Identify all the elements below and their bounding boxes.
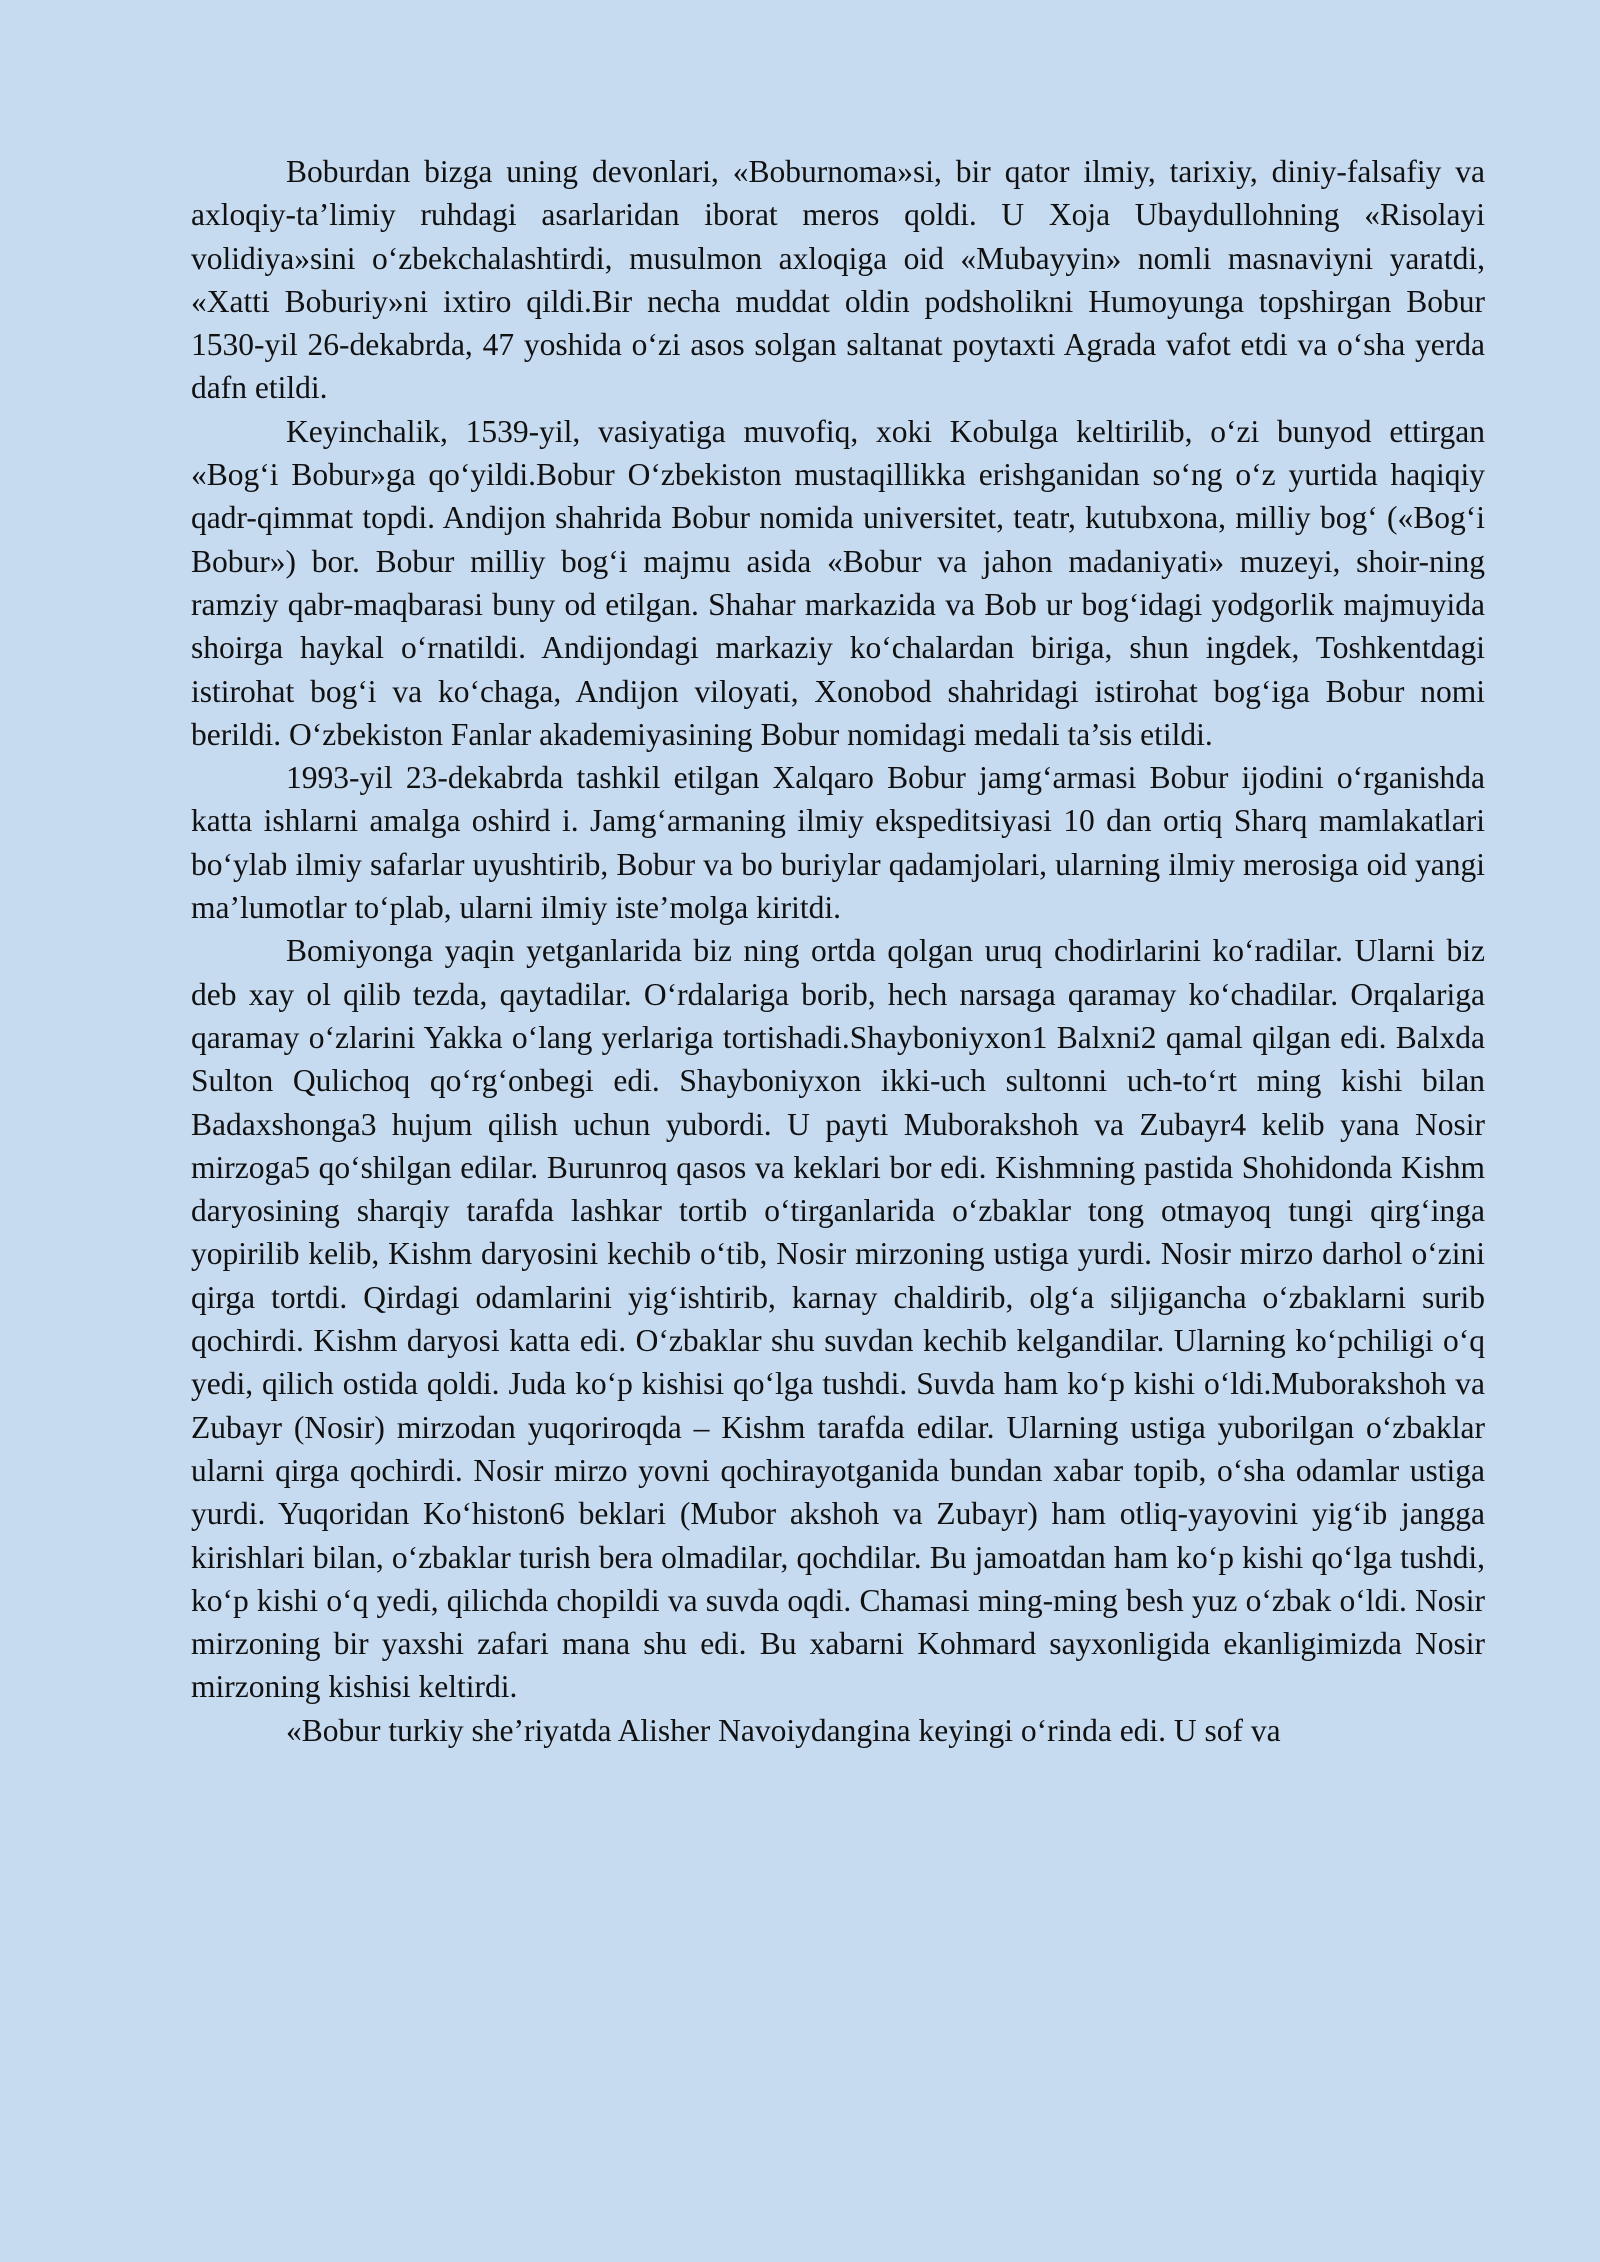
paragraph-babur-memorials: Keyinchalik, 1539-yil, vasiyatiga muvofiq, xoki Kobulga keltirilib, o‘zi bunyod ettirgan «Bog‘i Bobur»ga qo‘yildi.Bobur O‘zbekiston mustaqillikka erishganidan so‘ng o‘z yurtida haqiqiy qadr-qimmat topdi. Andijon shahrida Bobur nomida universitet, teatr, kutubxona, milliy bog‘ («Bog‘i Bobur») bor. Bobur milliy bog‘i majmu asida «Bobur va jahon madaniyati» muzeyi, shoir-ning ramziy qabr-maqbarasi buny od etilgan. Shahar markazida va Bob ur bog‘idagi yodgorlik majmuyida shoirga haykal o‘rnatildi. Andijondagi markaziy ko‘chalardan biriga, shun ingdek, Toshkentdagi istirohat bog‘i va ko‘chaga, Andijon viloyati, Xonobod shahridagi istirohat bog‘iga Bobur nomi berildi. O‘zbekiston Fanlar akademiyasining Bobur nomidagi medali ta’sis etildi. bbox=[191, 413, 1485, 752]
paragraph-babur-legacy: Boburdan bizga uning devonlari, «Boburnoma»si, bir qator ilmiy, tarixiy, diniy-falsafiy va axloqiy-ta’limiy ruhdagi asarlaridan iborat meros qoldi. U Xoja Ubaydullohning «Risolayi volidiya»sini o‘zbekchalashtirdi, musulmon axloqiga oid «Mubayyin» nomli masnaviyni yaratdi, «Xatti Boburiy»ni ixtiro qildi.Bir necha muddat oldin podsholikni Humoyunga topshirgan Bobur 1530-yil 26-dekabrda, 47 yoshida o‘zi asos solgan saltanat poytaxti Agrada vafot etdi va o‘sha yerda dafn etildi. bbox=[191, 154, 1485, 406]
document-page bbox=[191, 150, 1485, 1752]
paragraph-turkic-poetry: «Bobur turkiy she’riyatda Alisher Navoiydangina keyingi o‘rinda edi. U sof va bbox=[286, 1712, 1281, 1748]
paragraph-babur-foundation: 1993-yil 23-dekabrda tashkil etilgan Xalqaro Bobur jamg‘armasi Bobur ijodini o‘rganishda katta ishlarni amalga oshird i. Jamg‘armaning ilmiy ekspeditsiyasi 10 dan ortiq Sharq mamlakatlari bo‘ylab ilmiy safarlar uyushtirib, Bobur va bo buriylar qadamjolari, ularning ilmiy merosiga oid yangi ma’lumotlar to‘plab, ularni ilmiy iste’molga kiritdi. bbox=[191, 760, 1485, 926]
paragraph-kishm-battle: Bomiyonga yaqin yetganlarida biz ning ortda qolgan uruq chodirlarini ko‘radilar. Ularni biz deb xay ol qilib tezda, qaytadilar. O‘rdalariga borib, hech narsaga qaramay ko‘chadilar. Orqalariga qaramay o‘zlarini Yakka o‘lang yerlariga tortishadi.Shayboniyxon1 Balxni2 qamal qilgan edi. Balxda Sulton Qulichoq qo‘rg‘onbegi edi. Shayboniyxon ikki-uch sultonni uch-to‘rt ming kishi bilan Badaxshonga3 hujum qilish uchun yubordi. U payti Muborakshoh va Zubayr4 kelib yana Nosir mirzoga5 qo‘shilgan edilar. Burunroq qasos va keklari bor edi. Kishmning pastida Shohidonda Kishm daryosining sharqiy tarafda lashkar tortib o‘tirganlarida o‘zbaklar tong otmayoq tungi qirg‘inga yopirilib kelib, Kishm daryosini kechib o‘tib, Nosir mirzoning ustiga yurdi. Nosir mirzo darhol o‘zini qirga tortdi. Qirdagi odamlarini yig‘ishtirib, karnay chaldirib, olg‘a siljigancha o‘zbaklarni surib qochirdi. Kishm daryosi katta edi. O‘zbaklar shu suvdan kechib kelgandilar. Ularning ko‘pchiligi o‘q yedi, qilich ostida qoldi. Juda ko‘p kishisi qo‘lga tushdi. Suvda ham ko‘p kishi o‘ldi.Muborakshoh va Zubayr (Nosir) mirzodan yuqoriroqda – Kishm tarafda edilar. Ularning ustiga yuborilgan o‘zbaklar ularni qirga qochirdi. Nosir mirzo yovni qochirayotganida bundan xabar topib, o‘sha odamlar ustiga yurdi. Yuqoridan Ko‘histon6 beklari (Mubor akshoh va Zubayr) ham otliq-yayovini yig‘ib jangga kirishlari bilan, o‘zbaklar turish bera olmadilar, qochdilar. Bu jamoatdan ham ko‘p kishi qo‘lga tushdi, ko‘p kishi o‘q yedi, qilichda chopildi va suvda oqdi. Chamasi ming-ming besh yuz o‘zbak o‘ldi. Nosir mirzoning bir yaxshi zafari mana shu edi. Bu xabarni Kohmard sayxonligida ekanligimizda Nosir mirzoning kishisi keltirdi. bbox=[191, 933, 1485, 1705]
